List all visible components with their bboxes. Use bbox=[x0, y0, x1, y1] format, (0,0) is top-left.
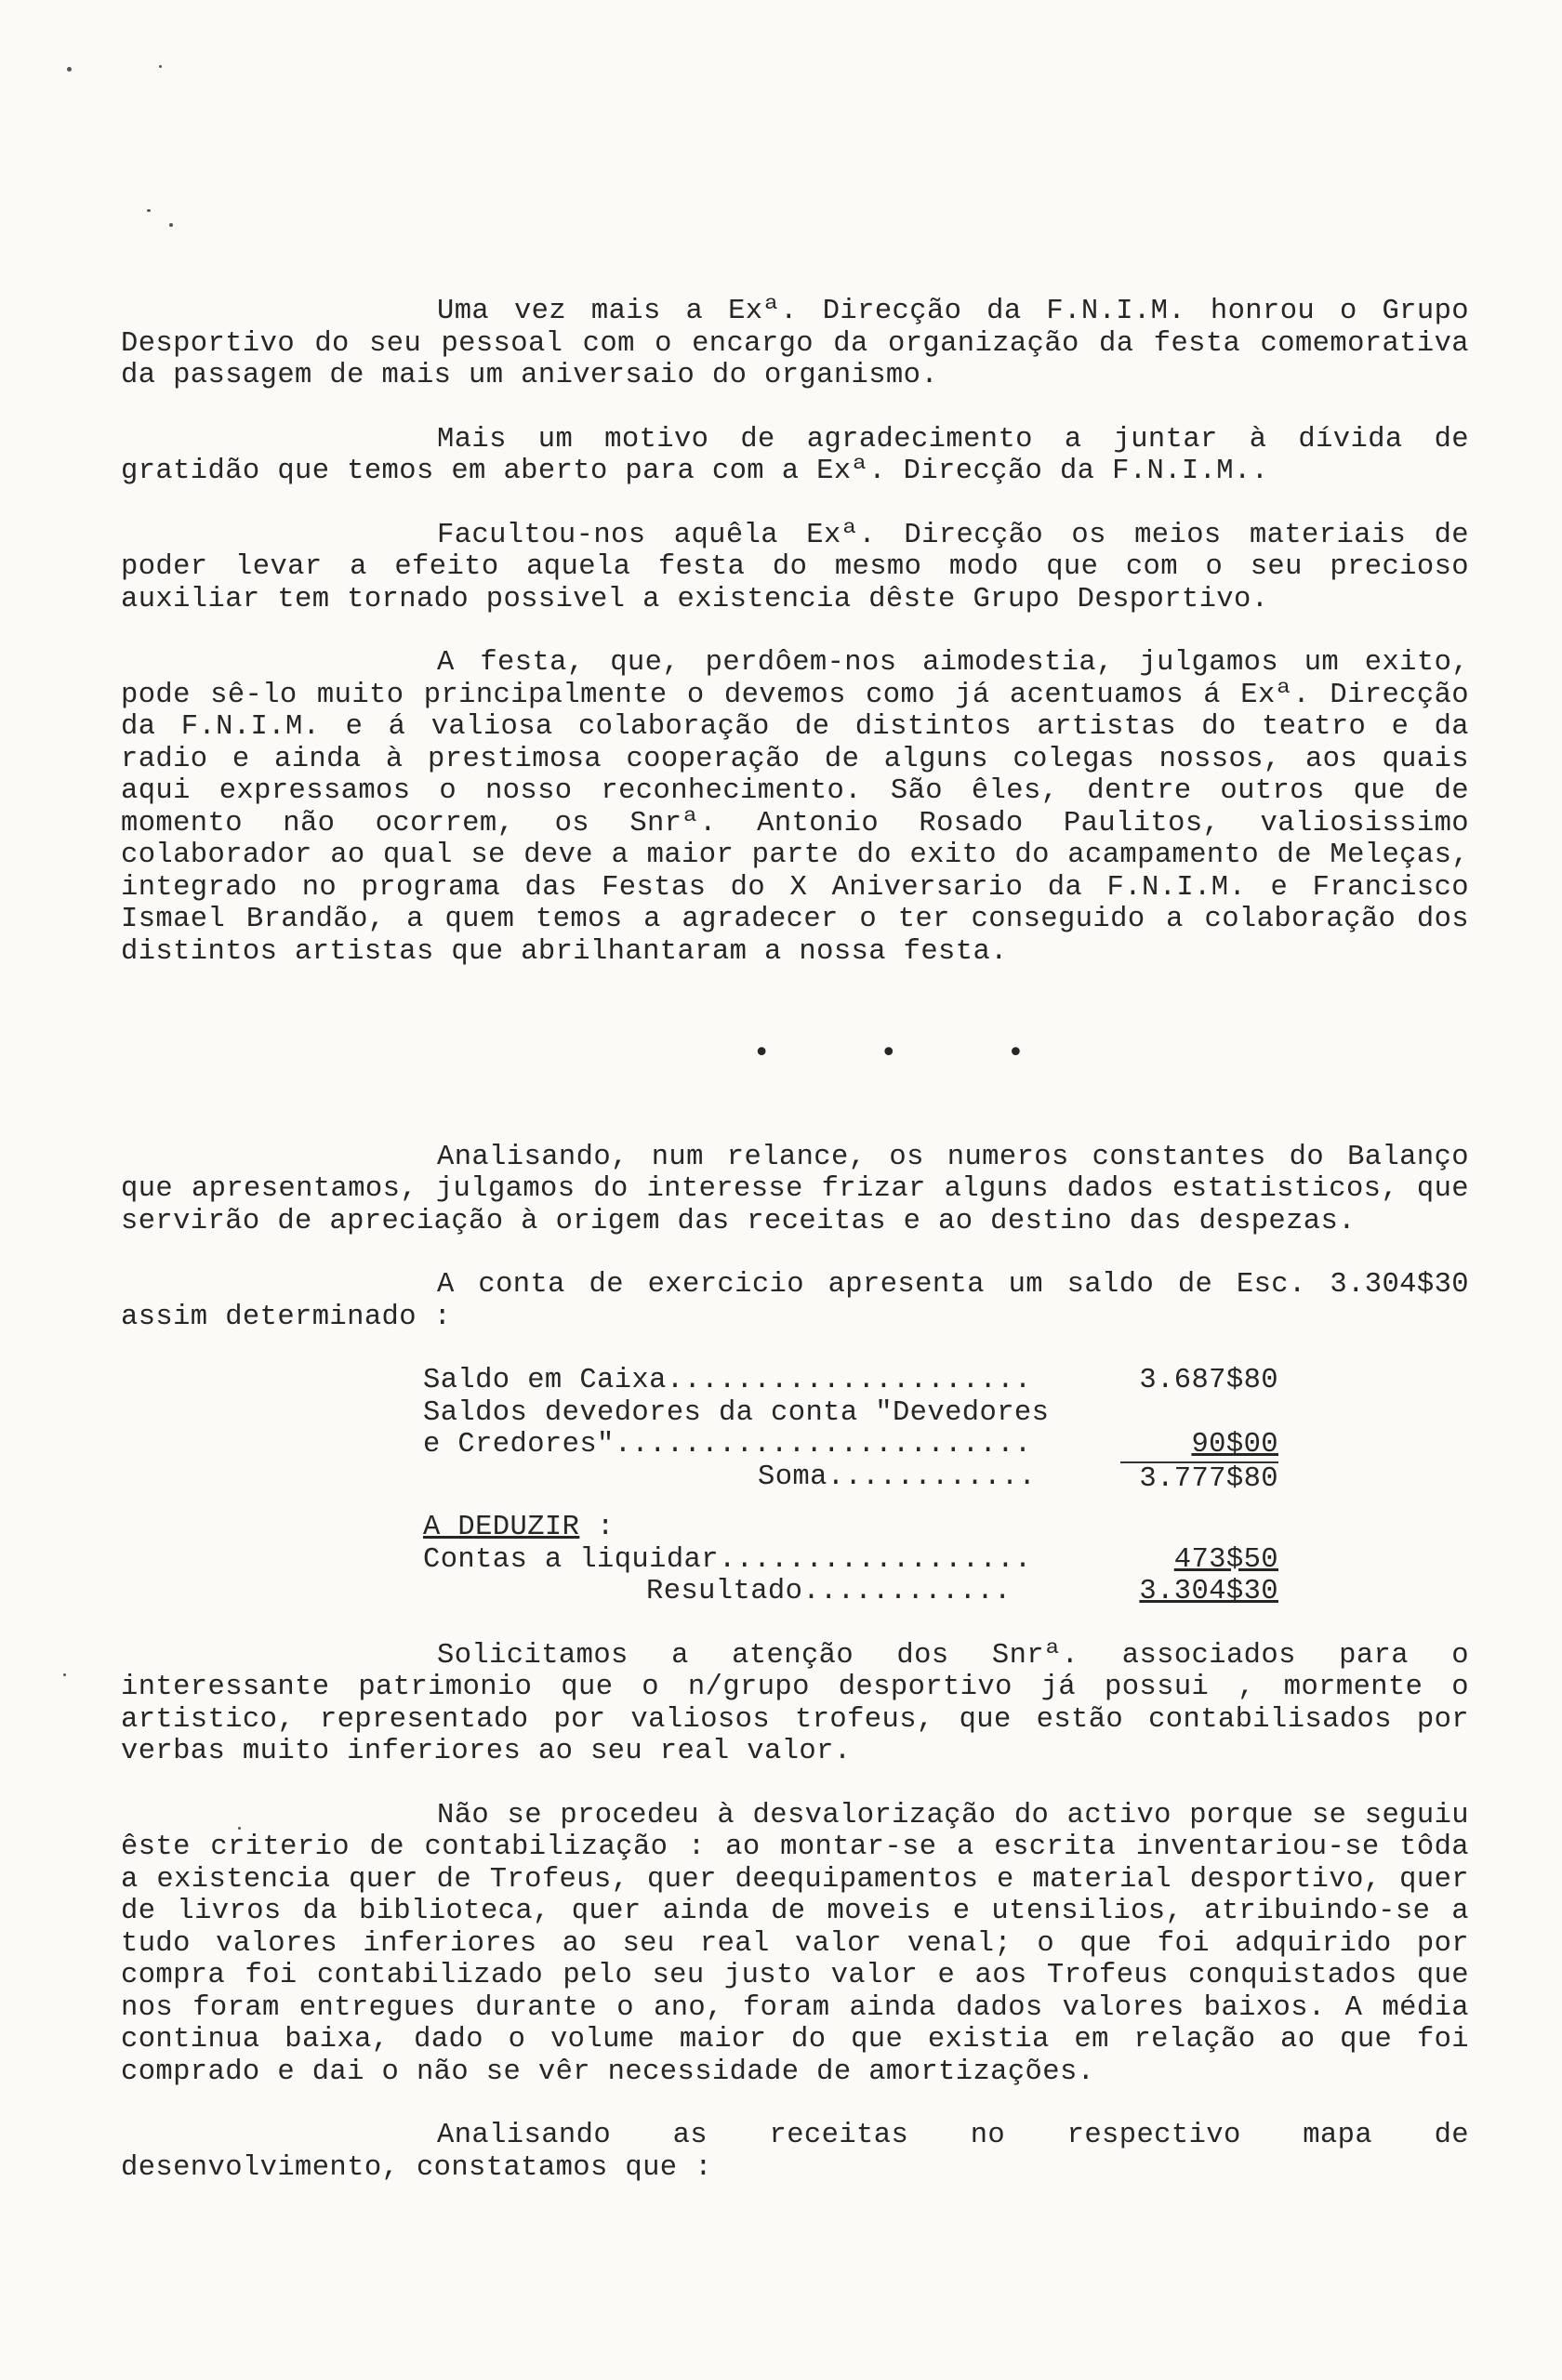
paragraph-intro: Uma vez mais a Exª. Direcção da F.N.I.M. honrou o Grupo Desportivo do seu pessoal com o encargo da organização da festa comemorativa da passagem de mais um aniversaio do organismo. bbox=[121, 296, 1469, 391]
balance-label: Resultado............ bbox=[646, 1576, 1012, 1607]
paragraph-gratitude: Mais um motivo de agradecimento a juntar à dívida de gratidão que temos em aberto para com a Exª. Direcção da F.N.I.M.. bbox=[121, 423, 1469, 487]
letter-body bbox=[121, 296, 1469, 2184]
balance-value: 3.687$80 bbox=[1139, 1365, 1278, 1396]
scan-speck bbox=[169, 223, 173, 227]
balance-label: Soma............ bbox=[758, 1461, 1037, 1493]
balance-value: 90$00 bbox=[1191, 1429, 1278, 1461]
balance-row-saldos-devedores bbox=[423, 1429, 1278, 1461]
scan-speck bbox=[67, 67, 72, 72]
paragraph-saldo: A conta de exercicio apresenta um saldo de Esc. 3.304$30 assim determinado : bbox=[121, 1269, 1469, 1333]
balance-row-resultado bbox=[423, 1576, 1278, 1608]
balance-label: Contas a liquidar.................. bbox=[423, 1543, 1032, 1576]
paragraph-receitas: Analisando as receitas no respectivo mapa de desenvolvimento, constatamos que : bbox=[121, 2120, 1469, 2184]
section-separator: • • • bbox=[753, 1038, 1071, 1070]
balance-label: Saldos devedores da conta "Devedores bbox=[423, 1396, 1050, 1429]
balance-label: Saldo em Caixa..................... bbox=[423, 1365, 1032, 1396]
balance-row-soma bbox=[423, 1461, 1278, 1496]
balance-value: 3.777$80 bbox=[1120, 1461, 1278, 1496]
balance-value: 3.304$30 bbox=[1139, 1576, 1278, 1607]
balance-value: 473$50 bbox=[1173, 1543, 1278, 1576]
paragraph-festa: A festa, que, perdôem-nos aimodestia, julgamos um exito, pode sê-lo muito principalmente o devemos como já acentuamos á Exª. Direcção da F.N.I.M. e á valiosa colaboração de distintos artistas do teatro e da radio e ainda à prestimosa cooperação de alguns colegas nossos, aos quais aqui expressamos o nosso reconhecimento. São êles, dentre outros que de momento não ocorrem, os Snrª. Antonio Rosado Paulitos, valiosissimo colaborador ao qual se deve a maior parte do exito do acampamento de Meleças, integrado no programa das Festas do X Aniversario da F.N.I.M. e Francisco Ismael Brandão, a quem temos a agradecer o ter conseguido a colaboração dos distintos artistas que abrilhantaram a nossa festa. bbox=[121, 647, 1469, 968]
scan-speck bbox=[63, 1673, 66, 1676]
scan-speck bbox=[159, 65, 162, 68]
balance-label: e Credores"........................ bbox=[423, 1429, 1032, 1461]
paragraph-patrimonio: Solicitamos a atenção dos Snrª. associados para o interessante patrimonio que o n/grupo desportivo já possui , mormente o artistico, representado por valiosos trofeus, que estão contabilisados por verbas muito inferiores ao seu real valor. bbox=[121, 1639, 1469, 1767]
balance-table bbox=[423, 1365, 1278, 1608]
balance-row-saldo-caixa bbox=[423, 1365, 1278, 1397]
balance-row-contas bbox=[423, 1544, 1278, 1577]
paragraph-desvalorizacao: Não se procedeu à desvalorização do activo porque se seguiu êste criterio de contabilização : ao montar-se a escrita inventariou-se tôda a existencia quer de Trofeus, quer deequipamentos e material desportivo, quer de livros da biblioteca, quer ainda de moveis e utensilios, atribuindo-se a tudo valores inferiores ao seu real valor venal; o que foi adquirido por compra foi contabilizado pelo seu justo valor e aos Trofeus conquistados que nos foram entregues durante o ano, foram ainda dados valores baixos. A média continua baixa, dado o volume maior do que existia em relação ao que foi comprado e dai o não se vêr necessidade de amortizações. bbox=[121, 1799, 1469, 2088]
scan-speck bbox=[147, 209, 151, 212]
deduzir-label: A DEDUZIR bbox=[423, 1512, 580, 1543]
paragraph-means: Facultou-nos aquêla Exª. Direcção os meios materiais de poder levar a efeito aquela festa do mesmo modo que com o seu precioso auxiliar tem tornado possivel a existencia dêste Grupo Desportivo. bbox=[121, 519, 1469, 615]
paragraph-analysis: Analisando, num relance, os numeros constantes do Balanço que apresentamos, julgamos do interesse frizar alguns dados estatisticos, que servirão de apreciação à origem das receitas e ao destino das despezas. bbox=[121, 1141, 1469, 1237]
balance-deduzir-heading bbox=[423, 1512, 1278, 1544]
deduzir-colon: : bbox=[597, 1512, 615, 1543]
